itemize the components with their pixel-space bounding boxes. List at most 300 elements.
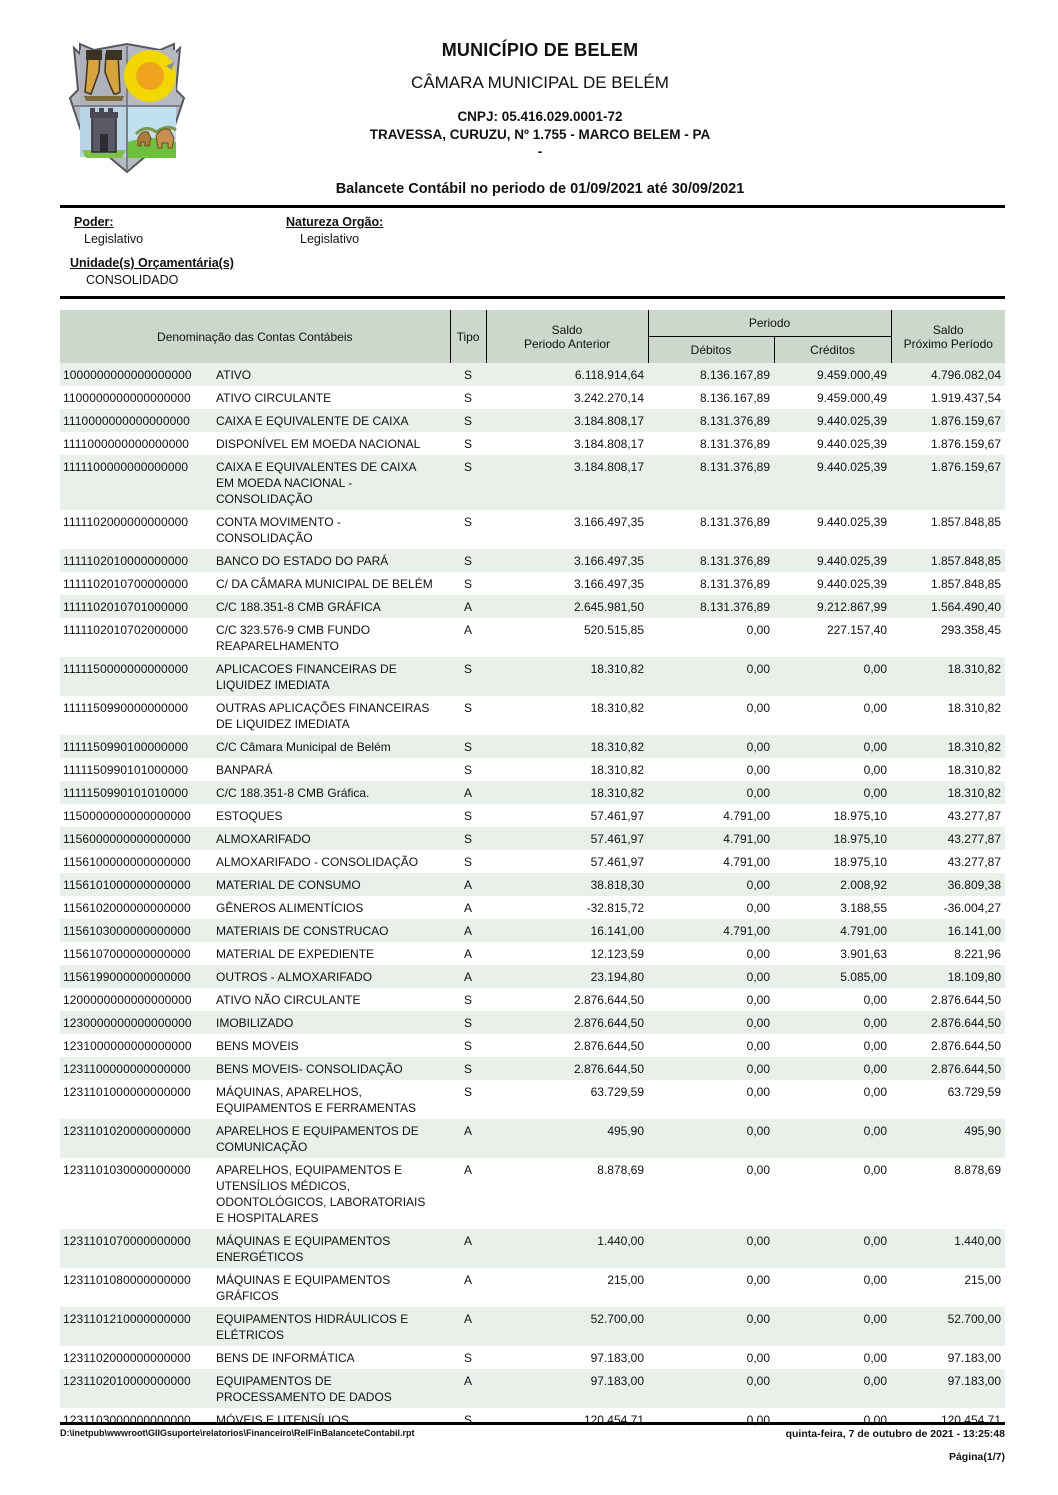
saldo-periodo-anterior-value: 38.818,30 — [590, 878, 645, 892]
table-row — [60, 618, 1005, 657]
saldo-periodo-anterior-value: 2.876.644,50 — [573, 1016, 645, 1030]
unidade-orcamentaria-group — [70, 256, 234, 287]
municipality-title: MUNICÍPIO DE BELEM — [441, 40, 639, 60]
saldo-periodo-anterior-value: 3.242.270,14 — [573, 391, 645, 405]
unidade-orcamentaria-label: Unidade(s) Orçamentária(s) — [70, 256, 234, 270]
table-row — [60, 409, 1005, 432]
table-row — [60, 1307, 1005, 1346]
saldo-proximo-periodo-value: 18.310,82 — [947, 662, 1002, 676]
account-name: BENS MOVEIS — [216, 1039, 299, 1053]
saldo-proximo-periodo-value: 1.857.848,85 — [930, 577, 1002, 591]
saldo-periodo-anterior-value: 2.645.981,50 — [573, 600, 645, 614]
creditos-value: 0,00 — [863, 1016, 888, 1030]
saldo-proximo-periodo-value: 4.796.082,04 — [930, 368, 1002, 382]
column-header-creditos: Créditos — [774, 337, 891, 364]
account-name: MÁQUINAS E EQUIPAMENTOS ENERGÉTICOS — [216, 1234, 391, 1264]
debitos-value: 0,00 — [746, 623, 771, 637]
account-code: 1200000000000000000 — [63, 993, 192, 1007]
account-code: 1111102000000000000 — [63, 515, 189, 529]
account-code: 1111150000000000000 — [63, 662, 189, 676]
debitos-value: 4.791,00 — [723, 832, 771, 846]
accounts-table-container — [60, 310, 1005, 1431]
saldo-periodo-anterior-value: 97.183,00 — [590, 1351, 645, 1365]
account-code: 1231101000000000000 — [63, 1085, 191, 1099]
saldo-periodo-anterior-value: 52.700,00 — [590, 1312, 645, 1326]
account-code: 1231000000000000000 — [63, 1039, 192, 1053]
unidade-orcamentaria-value: CONSOLIDADO — [86, 273, 179, 287]
saldo-periodo-anterior-value: 6.118.914,64 — [574, 368, 645, 382]
saldo-periodo-anterior-value: 120.454,71 — [583, 1413, 645, 1427]
saldo-periodo-anterior-value: 57.461,97 — [590, 855, 645, 869]
table-row — [60, 572, 1005, 595]
account-name: APARELHOS, EQUIPAMENTOS E UTENSÍLIOS MÉDICOS, ODONTOLÓGICOS, LABORATORIAIS E HOSPITALARES — [216, 1163, 426, 1225]
column-header-saldo-anterior — [486, 310, 648, 363]
creditos-value: 0,00 — [863, 993, 888, 1007]
table-row — [60, 873, 1005, 896]
account-type: A — [464, 1273, 473, 1287]
debitos-value: 0,00 — [746, 1234, 771, 1248]
table-row — [60, 1346, 1005, 1369]
creditos-value: 3.901,63 — [840, 947, 888, 961]
debitos-value: 8.131.376,89 — [699, 515, 771, 529]
debitos-value: 8.136.167,89 — [699, 391, 771, 405]
table-row — [60, 1369, 1005, 1408]
debitos-value: 0,00 — [746, 1085, 771, 1099]
saldo-proximo-periodo-value: 1.564.490,40 — [930, 600, 1002, 614]
debitos-value: 0,00 — [746, 1016, 771, 1030]
account-code: 1230000000000000000 — [63, 1016, 192, 1030]
saldo-periodo-anterior-value: 3.184.808,17 — [573, 414, 645, 428]
debitos-value: 0,00 — [746, 740, 771, 754]
creditos-value: 18.975,10 — [833, 855, 888, 869]
poder-label: Poder: — [74, 215, 114, 229]
saldo-periodo-anterior-value: 57.461,97 — [590, 809, 645, 823]
account-code: 1231101030000000000 — [63, 1163, 191, 1177]
saldo-proximo-periodo-value: 495,90 — [964, 1124, 1002, 1138]
table-body — [60, 363, 1005, 1431]
table-row — [60, 1080, 1005, 1119]
saldo-proximo-periodo-value: 52.700,00 — [947, 1312, 1002, 1326]
account-type: S — [464, 763, 473, 777]
account-name: C/ DA CÂMARA MUNICIPAL DE BELÉM — [216, 577, 433, 591]
creditos-value: 0,00 — [863, 662, 888, 676]
saldo-periodo-anterior-value: 3.166.497,35 — [573, 554, 645, 568]
account-code: 1231101210000000000 — [63, 1312, 191, 1326]
debitos-value: 0,00 — [746, 970, 771, 984]
creditos-value: 0,00 — [863, 1163, 888, 1177]
account-name: APLICACOES FINANCEIRAS DE LIQUIDEZ IMEDIATA — [216, 662, 397, 692]
page-number: Página(1/7) — [948, 1451, 1005, 1463]
account-code: 1231102000000000000 — [63, 1351, 191, 1365]
account-name: EQUIPAMENTOS DE PROCESSAMENTO DE DADOS — [216, 1374, 392, 1404]
creditos-value: 9.440.025,39 — [816, 554, 888, 568]
address-dash: - — [537, 144, 543, 159]
saldo-proximo-periodo-value: 1.876.159,67 — [930, 437, 1002, 451]
account-name: GÊNEROS ALIMENTÍCIOS — [216, 901, 364, 915]
table-row — [60, 1011, 1005, 1034]
table-row — [60, 1119, 1005, 1158]
poder-value: Legislativo — [84, 232, 144, 246]
chamber-title: CÂMARA MUNICIPAL DE BELÉM — [411, 73, 669, 92]
creditos-value: 9.440.025,39 — [816, 515, 888, 529]
creditos-value: 0,00 — [863, 1234, 888, 1248]
column-header-periodo: Periodo — [648, 310, 891, 337]
debitos-value: 0,00 — [746, 993, 771, 1007]
report-info-box — [60, 205, 1005, 299]
account-type: A — [464, 924, 473, 938]
saldo-periodo-anterior-value: 57.461,97 — [590, 832, 645, 846]
account-type: S — [464, 391, 473, 405]
account-name: EQUIPAMENTOS HIDRÁULICOS E ELÉTRICOS — [216, 1312, 409, 1342]
account-type: S — [464, 1413, 473, 1427]
saldo-proximo-periodo-value: 43.277,87 — [947, 832, 1002, 846]
saldo-periodo-anterior-value: 12.123,59 — [590, 947, 645, 961]
debitos-value: 4.791,00 — [723, 809, 771, 823]
account-type: S — [464, 437, 473, 451]
saldo-periodo-anterior-value: 18.310,82 — [590, 662, 645, 676]
saldo-periodo-anterior-value: -32.815,72 — [586, 901, 645, 915]
debitos-value: 8.131.376,89 — [699, 414, 771, 428]
saldo-proximo-periodo-value: 1.876.159,67 — [930, 414, 1002, 428]
creditos-value: 9.440.025,39 — [816, 437, 888, 451]
saldo-periodo-anterior-value: 18.310,82 — [590, 740, 645, 754]
table-row — [60, 657, 1005, 696]
debitos-value: 4.791,00 — [723, 855, 771, 869]
saldo-periodo-anterior-value: 520.515,85 — [583, 623, 645, 637]
natureza-group — [286, 215, 383, 246]
account-type: A — [464, 623, 473, 637]
saldo-proximo-periodo-value: 97.183,00 — [947, 1374, 1002, 1388]
creditos-value: 9.440.025,39 — [816, 460, 888, 474]
table-row — [60, 455, 1005, 510]
table-row — [60, 696, 1005, 735]
saldo-periodo-anterior-value: 3.184.808,17 — [573, 437, 645, 451]
account-name: APARELHOS E EQUIPAMENTOS DE COMUNICAÇÃO — [216, 1124, 419, 1154]
saldo-proximo-periodo-value: 2.876.644,50 — [930, 1016, 1002, 1030]
debitos-value: 0,00 — [746, 1124, 771, 1138]
account-type: S — [464, 368, 473, 382]
creditos-value: 2.008,92 — [840, 878, 888, 892]
saldo-proximo-periodo-value: -36.004,27 — [943, 901, 1002, 915]
saldo-periodo-anterior-value: 3.166.497,35 — [573, 577, 645, 591]
saldo-proximo-periodo-value: 8.221,96 — [954, 947, 1002, 961]
account-name: BENS DE INFORMÁTICA — [216, 1351, 355, 1365]
table-row — [60, 432, 1005, 455]
saldo-proximo-periodo-value: 1.876.159,67 — [930, 460, 1002, 474]
table-row — [60, 896, 1005, 919]
saldo-periodo-anterior-value: 63.729,59 — [590, 1085, 645, 1099]
saldo-proximo-periodo-value: 18.310,82 — [947, 740, 1002, 754]
account-type: S — [464, 993, 473, 1007]
account-name: C/C 323.576-9 CMB FUNDO REAPARELHAMENTO — [216, 623, 371, 653]
saldo-proximo-periodo-value: 18.310,82 — [947, 701, 1002, 715]
account-code: 1231100000000000000 — [63, 1062, 191, 1076]
debitos-value: 0,00 — [746, 901, 771, 915]
table-row — [60, 1229, 1005, 1268]
cnpj-line: CNPJ: 05.416.029.0001-72 — [457, 109, 623, 124]
account-name: MATERIAL DE CONSUMO — [216, 878, 361, 892]
saldo-periodo-anterior-value: 18.310,82 — [590, 786, 645, 800]
debitos-value: 8.131.376,89 — [699, 600, 771, 614]
saldo-proximo-periodo-value: 120.454,71 — [940, 1413, 1002, 1427]
debitos-value: 0,00 — [746, 1312, 771, 1326]
table-row — [60, 965, 1005, 988]
saldo-periodo-anterior-value: 97.183,00 — [590, 1374, 645, 1388]
table-row — [60, 595, 1005, 618]
account-name: C/C Câmara Municipal de Belém — [216, 740, 391, 754]
saldo-periodo-anterior-value: 3.184.808,17 — [573, 460, 645, 474]
debitos-value: 0,00 — [746, 763, 771, 777]
account-code: 1156103000000000000 — [63, 924, 191, 938]
account-type: A — [464, 1312, 473, 1326]
account-type: S — [464, 515, 473, 529]
account-code: 1231101070000000000 — [63, 1234, 191, 1248]
saldo-proximo-periodo-value: 2.876.644,50 — [930, 993, 1002, 1007]
account-code: 1111102010701000000 — [63, 600, 189, 614]
creditos-value: 9.459.000,49 — [816, 368, 888, 382]
account-name: ALMOXARIFADO - CONSOLIDAÇÃO — [216, 855, 419, 869]
saldo-proximo-periodo-value: 2.876.644,50 — [930, 1062, 1002, 1076]
account-type: S — [464, 1085, 473, 1099]
saldo-anterior-line1: Saldo — [551, 322, 583, 337]
accounts-table-header — [60, 310, 1005, 363]
account-type: A — [464, 947, 473, 961]
table-row — [60, 919, 1005, 942]
creditos-value: 0,00 — [863, 763, 888, 777]
account-type: S — [464, 701, 473, 715]
saldo-periodo-anterior-value: 18.310,82 — [590, 701, 645, 715]
account-name: MATERIAL DE EXPEDIENTE — [216, 947, 375, 961]
table-row — [60, 781, 1005, 804]
address-line: TRAVESSA, CURUZU, Nº 1.755 - MARCO BELEM - PA — [369, 127, 711, 142]
column-header-denominacao: Denominação das Contas Contábeis — [60, 310, 450, 363]
creditos-value: 0,00 — [863, 1039, 888, 1053]
account-code: 1111150990000000000 — [63, 701, 189, 715]
creditos-value: 3.188,55 — [840, 901, 888, 915]
saldo-proximo-periodo-value: 293.358,45 — [940, 623, 1002, 637]
creditos-value: 9.459.000,49 — [816, 391, 888, 405]
account-name: ATIVO CIRCULANTE — [216, 391, 332, 405]
debitos-value: 0,00 — [746, 1039, 771, 1053]
creditos-value: 227.157,40 — [826, 623, 888, 637]
account-type: A — [464, 1124, 473, 1138]
account-code: 1231101080000000000 — [63, 1273, 191, 1287]
saldo-periodo-anterior-value: 8.878,69 — [597, 1163, 645, 1177]
accounts-table — [60, 310, 1005, 1431]
debitos-value: 0,00 — [746, 1163, 771, 1177]
table-row — [60, 1057, 1005, 1080]
account-code: 1231101020000000000 — [63, 1124, 191, 1138]
account-name: BENS MOVEIS- CONSOLIDAÇÃO — [216, 1062, 403, 1076]
account-type: S — [464, 577, 473, 591]
saldo-proximo-periodo-value: 36.809,38 — [947, 878, 1002, 892]
account-name: MÁQUINAS E EQUIPAMENTOS GRÁFICOS — [216, 1273, 391, 1303]
account-name: CAIXA E EQUIVALENTES DE CAIXA EM MOEDA NACIONAL - CONSOLIDAÇÃO — [216, 460, 416, 506]
column-header-tipo: Tipo — [450, 310, 486, 363]
table-row — [60, 1034, 1005, 1057]
debitos-value: 0,00 — [746, 1062, 771, 1076]
creditos-value: 9.212.867,99 — [816, 600, 888, 614]
account-name: IMOBILIZADO — [216, 1016, 294, 1030]
account-name: C/C 188.351-8 CMB Gráfica. — [216, 786, 370, 800]
creditos-value: 5.085,00 — [840, 970, 888, 984]
account-name: DISPONÍVEL EM MOEDA NACIONAL — [216, 437, 421, 451]
saldo-proximo-periodo-value: 1.919.437,54 — [930, 391, 1002, 405]
account-type: S — [464, 662, 473, 676]
account-type: A — [464, 786, 473, 800]
saldo-periodo-anterior-value: 2.876.644,50 — [573, 993, 645, 1007]
account-code: 1110000000000000000 — [63, 414, 190, 428]
account-code: 1111100000000000000 — [63, 460, 189, 474]
table-row — [60, 942, 1005, 965]
account-type: S — [464, 1016, 473, 1030]
account-code: 1111150990100000000 — [63, 740, 189, 754]
account-type: S — [464, 1351, 473, 1365]
table-row — [60, 988, 1005, 1011]
saldo-periodo-anterior-value: 2.876.644,50 — [573, 1039, 645, 1053]
saldo-proximo-periodo-value: 1.440,00 — [954, 1234, 1002, 1248]
creditos-value: 0,00 — [863, 1085, 888, 1099]
saldo-proximo-periodo-value: 97.183,00 — [947, 1351, 1002, 1365]
creditos-value: 18.975,10 — [833, 809, 888, 823]
saldo-anterior-line2: Periodo Anterior — [523, 336, 611, 351]
account-type: S — [464, 1039, 473, 1053]
account-type: S — [464, 740, 473, 754]
account-code: 1111102010000000000 — [63, 554, 189, 568]
account-code: 1111000000000000000 — [63, 437, 190, 451]
account-type: A — [464, 1374, 473, 1388]
table-row — [60, 549, 1005, 572]
creditos-value: 0,00 — [863, 1062, 888, 1076]
account-name: OUTRAS APLICAÇÕES FINANCEIRAS DE LIQUIDEZ IMEDIATA — [216, 701, 430, 731]
account-code: 1156101000000000000 — [63, 878, 191, 892]
saldo-proximo-periodo-value: 18.310,82 — [947, 786, 1002, 800]
debitos-value: 0,00 — [746, 1351, 771, 1365]
report-file-path: D:\inetpub\wwwroot\GIIGsuporte\relatorios\Financeiro\RelFinBalanceteContabil.rpt — [60, 1428, 415, 1438]
creditos-value: 0,00 — [863, 1124, 888, 1138]
saldo-periodo-anterior-value: 23.194,80 — [590, 970, 645, 984]
saldo-proximo-periodo-value: 16.141,00 — [947, 924, 1002, 938]
account-type: S — [464, 460, 473, 474]
table-row — [60, 735, 1005, 758]
account-code: 1156100000000000000 — [63, 855, 191, 869]
creditos-value: 0,00 — [863, 1413, 888, 1427]
account-type: A — [464, 1234, 473, 1248]
account-name: MATERIAIS DE CONSTRUCAO — [216, 924, 389, 938]
debitos-value: 8.136.167,89 — [699, 368, 771, 382]
account-code: 1111150990101010000 — [63, 786, 189, 800]
debitos-value: 8.131.376,89 — [699, 577, 771, 591]
saldo-proximo-periodo-value: 43.277,87 — [947, 855, 1002, 869]
creditos-value: 18.975,10 — [833, 832, 888, 846]
account-type: A — [464, 1163, 473, 1177]
saldo-periodo-anterior-value: 1.440,00 — [597, 1234, 645, 1248]
account-type: S — [464, 855, 473, 869]
account-name: MÁQUINAS, APARELHOS, EQUIPAMENTOS E FERRAMENTAS — [216, 1085, 417, 1115]
creditos-value: 9.440.025,39 — [816, 414, 888, 428]
creditos-value: 0,00 — [863, 1312, 888, 1326]
report-header — [90, 40, 990, 159]
account-code: 1100000000000000000 — [63, 391, 191, 405]
account-code: 1156000000000000000 — [63, 832, 191, 846]
creditos-value: 0,00 — [863, 786, 888, 800]
debitos-value: 8.131.376,89 — [699, 437, 771, 451]
column-header-debitos: Débitos — [648, 337, 774, 364]
account-name: ATIVO — [216, 368, 252, 382]
account-name: OUTROS - ALMOXARIFADO — [216, 970, 373, 984]
creditos-value: 0,00 — [863, 1273, 888, 1287]
account-name: ATIVO NÃO CIRCULANTE — [216, 993, 361, 1007]
account-code: 1111102010702000000 — [63, 623, 189, 637]
debitos-value: 0,00 — [746, 662, 771, 676]
table-row — [60, 758, 1005, 781]
table-row — [60, 827, 1005, 850]
account-code: 1231102010000000000 — [63, 1374, 191, 1388]
natureza-orgao-label: Natureza Orgão: — [286, 215, 384, 229]
saldo-proximo-periodo-value: 1.857.848,85 — [930, 515, 1002, 529]
account-type: A — [464, 901, 473, 915]
column-header-saldo-proximo — [891, 310, 1005, 363]
saldo-proximo-periodo-value: 18.310,82 — [947, 763, 1002, 777]
account-name: CAIXA E EQUIVALENTE DE CAIXA — [216, 414, 409, 428]
account-type: S — [464, 414, 473, 428]
saldo-proximo-periodo-value: 215,00 — [964, 1273, 1002, 1287]
creditos-value: 4.791,00 — [840, 924, 888, 938]
debitos-value: 0,00 — [746, 786, 771, 800]
saldo-periodo-anterior-value: 3.166.497,35 — [573, 515, 645, 529]
account-name: BANPARÁ — [216, 763, 273, 777]
table-row — [60, 363, 1005, 386]
account-type: A — [464, 600, 473, 614]
account-code: 1156107000000000000 — [63, 947, 191, 961]
saldo-proximo-periodo-value: 2.876.644,50 — [930, 1039, 1002, 1053]
table-row — [60, 386, 1005, 409]
saldo-periodo-anterior-value: 2.876.644,50 — [573, 1062, 645, 1076]
saldo-proximo-periodo-value: 43.277,87 — [947, 809, 1002, 823]
table-row — [60, 1158, 1005, 1229]
table-row — [60, 804, 1005, 827]
creditos-value: 0,00 — [863, 740, 888, 754]
saldo-proximo-periodo-value: 1.857.848,85 — [930, 554, 1002, 568]
account-name: ALMOXARIFADO — [216, 832, 311, 846]
account-name: MÓVEIS E UTENSÍLIOS — [216, 1413, 349, 1427]
saldo-periodo-anterior-value: 16.141,00 — [590, 924, 645, 938]
creditos-value: 0,00 — [863, 701, 888, 715]
account-name: C/C 188.351-8 CMB GRÁFICA — [216, 600, 381, 614]
table-row — [60, 1268, 1005, 1307]
account-code: 1156199000000000000 — [63, 970, 191, 984]
account-code: 1231103000000000000 — [63, 1413, 191, 1427]
account-code: 1111102010700000000 — [63, 577, 189, 591]
creditos-value: 0,00 — [863, 1374, 888, 1388]
account-type: S — [464, 809, 473, 823]
debitos-value: 0,00 — [746, 1413, 771, 1427]
debitos-value: 0,00 — [746, 947, 771, 961]
debitos-value: 8.131.376,89 — [699, 554, 771, 568]
saldo-proximo-periodo-value: 8.878,69 — [954, 1163, 1002, 1177]
account-type: A — [464, 970, 473, 984]
natureza-orgao-value: Legislativo — [300, 232, 360, 246]
account-name: ESTOQUES — [216, 809, 283, 823]
creditos-value: 9.440.025,39 — [816, 577, 888, 591]
table-row — [60, 510, 1005, 549]
saldo-proximo-periodo-value: 18.109,80 — [947, 970, 1002, 984]
account-name: CONTA MOVIMENTO - CONSOLIDAÇÃO — [216, 515, 341, 545]
account-type: S — [464, 1062, 473, 1076]
account-code: 1111150990101000000 — [63, 763, 189, 777]
saldo-proximo-line2: Próximo Período — [903, 336, 993, 351]
account-type: S — [464, 832, 473, 846]
